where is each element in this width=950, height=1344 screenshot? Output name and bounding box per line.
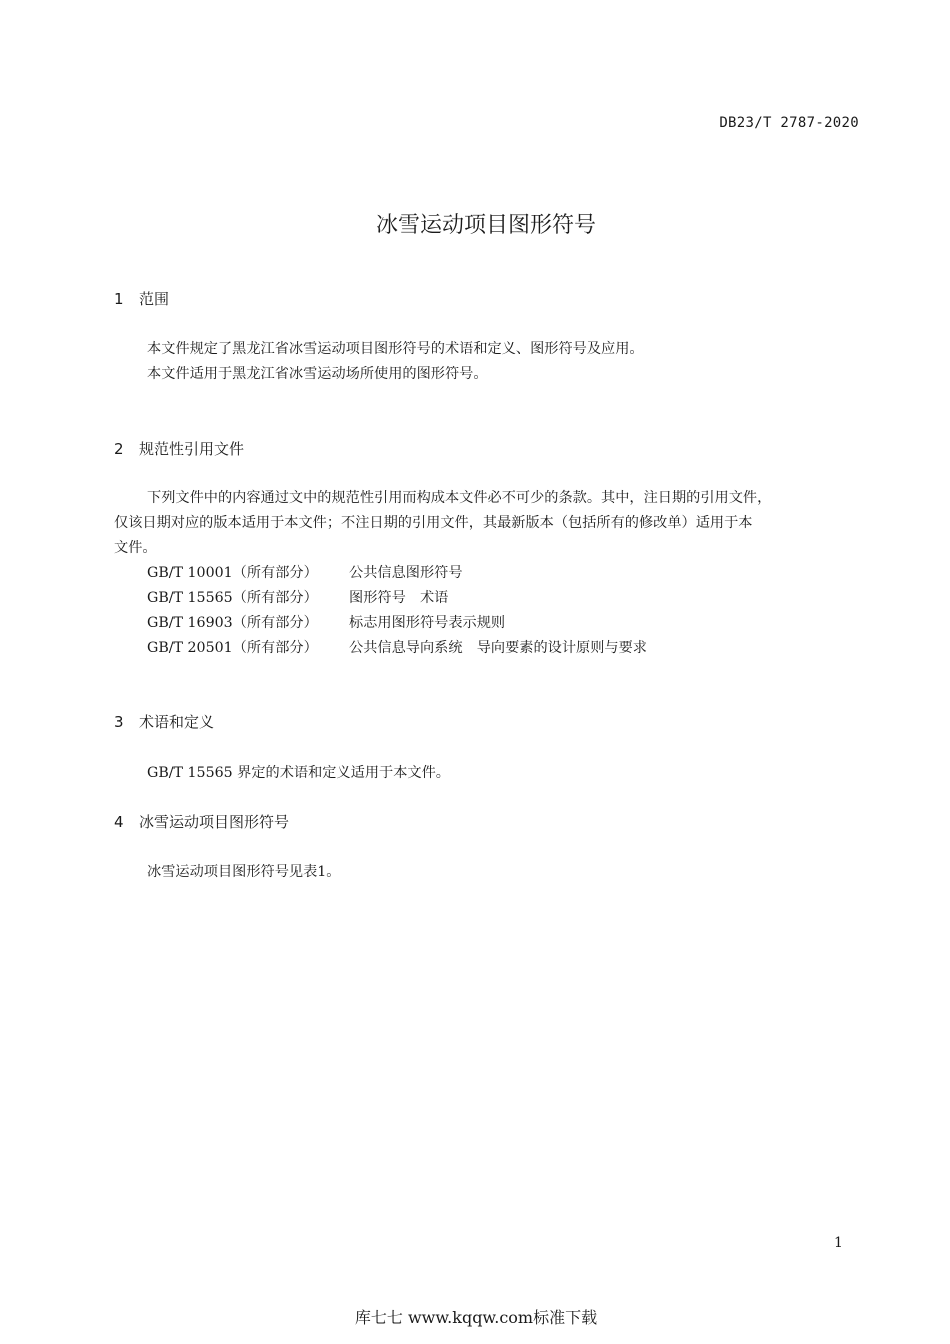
document-number: DB23/T 2787-2020	[719, 115, 859, 131]
reference-item	[147, 562, 463, 582]
paragraph: 本文件适用于黑龙江省冰雪运动场所使用的图形符号。	[147, 366, 488, 382]
section-number: 3	[114, 713, 124, 731]
reference-code: GB/T 15565（所有部分）	[147, 590, 318, 606]
section-number: 2	[114, 440, 124, 458]
reference-title: 公共信息导向系统 导向要素的设计原则与要求	[349, 640, 647, 656]
document-title: 冰雪运动项目图形符号	[375, 213, 596, 238]
paragraph-line: 仅该日期对应的版本适用于本文件；不注日期的引用文件，其最新版本（包括所有的修改单）适用于本	[114, 515, 753, 531]
reference-item	[147, 587, 448, 607]
section-title: 术语和定义	[139, 713, 215, 731]
section-number: 4	[114, 813, 124, 831]
paragraph-line: 文件。	[114, 540, 157, 556]
reference-item	[147, 612, 505, 632]
section-title: 范围	[139, 290, 170, 308]
page-number: 1	[834, 1235, 843, 1251]
section-title: 规范性引用文件	[139, 440, 245, 458]
paragraph: 冰雪运动项目图形符号见表1。	[147, 864, 341, 880]
reference-code: GB/T 10001（所有部分）	[147, 565, 318, 581]
section-1-heading	[114, 288, 169, 309]
reference-title: 标志用图形符号表示规则	[349, 615, 506, 631]
reference-code: GB/T 20501（所有部分）	[147, 640, 318, 656]
reference-item	[147, 637, 647, 657]
reference-title: 图形符号 术语	[349, 590, 449, 606]
paragraph-line: 下列文件中的内容通过文中的规范性引用而构成本文件必不可少的条款。其中，注日期的引用文件，	[147, 490, 772, 506]
section-4-heading	[114, 811, 289, 832]
paragraph: GB/T 15565 界定的术语和定义适用于本文件。	[147, 765, 450, 781]
footer-watermark: 库七七 www.kqqw.com标准下载	[354, 1308, 598, 1327]
section-3-heading	[114, 711, 214, 732]
section-2-heading	[114, 438, 244, 459]
section-title: 冰雪运动项目图形符号	[139, 813, 290, 831]
reference-code: GB/T 16903（所有部分）	[147, 615, 318, 631]
reference-title: 公共信息图形符号	[349, 565, 463, 581]
section-number: 1	[114, 290, 124, 308]
paragraph: 本文件规定了黑龙江省冰雪运动项目图形符号的术语和定义、图形符号及应用。	[147, 341, 644, 357]
